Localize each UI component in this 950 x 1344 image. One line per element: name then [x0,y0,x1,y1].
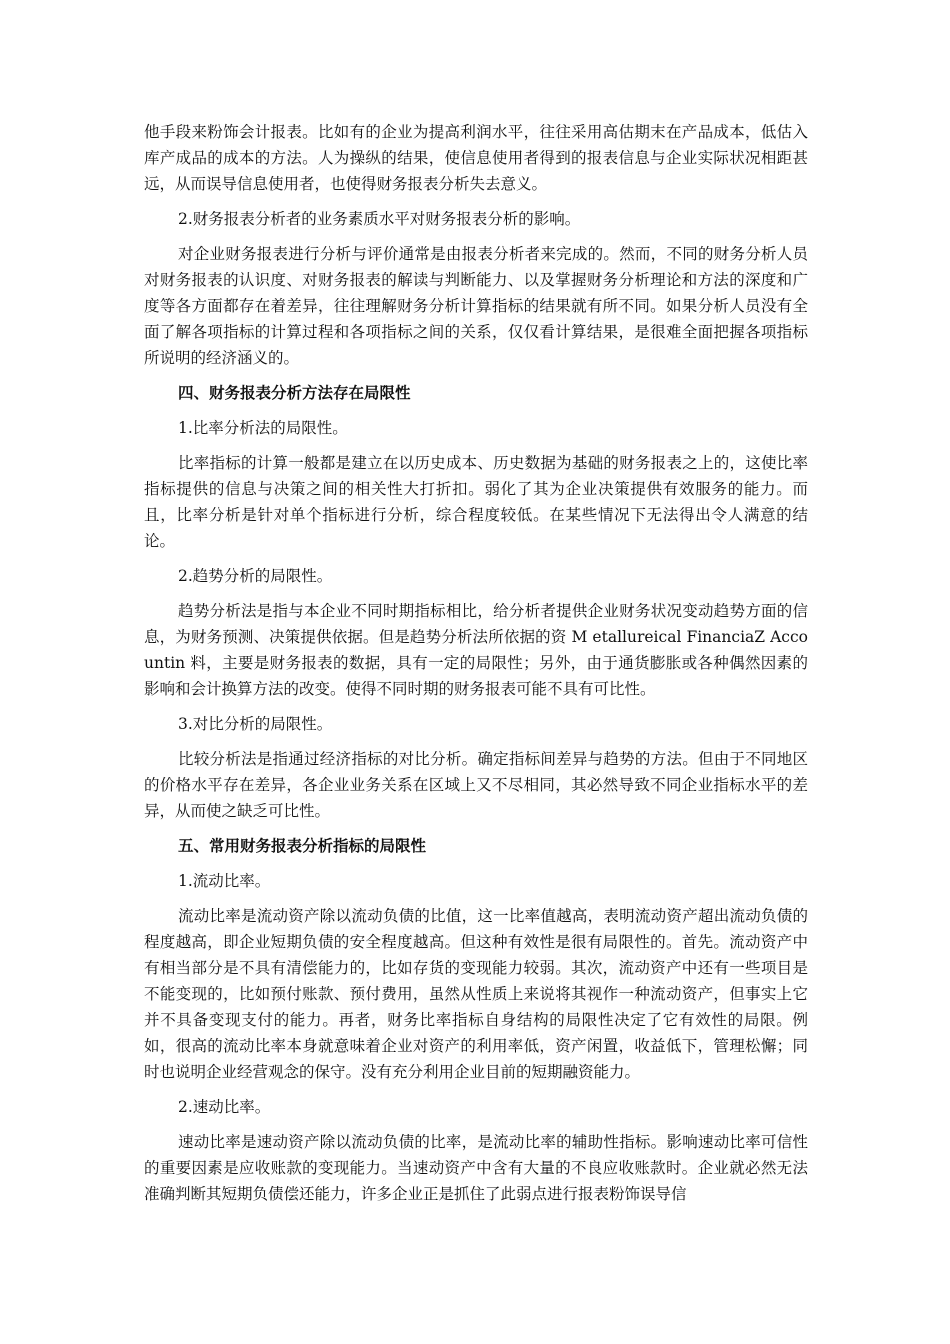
paragraph: 流动比率是流动资产除以流动负债的比值，这一比率值越高，表明流动资产超出流动负债的程度越高，即企业短期负债的安全程度越高。但这种有效性是很有局限性的。首先。流动资产中有相当部分是不具有清偿能力的，比如存货的变现能力较弱。其次，流动资产中还有一些项目是不能变现的，比如预付账款、预付费用，虽然从性质上来说将其视作一种流动资产，但事实上它并不具备变现支付的能力。再者，财务比率指标自身结构的局限性决定了它有效性的局限。例如，很高的流动比率本身就意味着企业对资产的利用率低，资产闲置，收益低下，管理松懈；同时也说明企业经营观念的保守。没有充分利用企业目前的短期融资能力。 [144,907,808,1081]
subsection-title: 2.趋势分析的局限性。 [178,567,333,585]
document-page [144,119,808,1216]
subsection-title: 3.对比分析的局限性。 [178,715,333,733]
paragraph: 速动比率是速动资产除以流动负债的比率，是流动比率的辅助性指标。影响速动比率可信性的重要因素是应收账款的变现能力。当速动资产中含有大量的不良应收账款时。企业就必然无法准确判断其短期负债偿还能力，许多企业正是抓住了此弱点进行报表粉饰误导信 [144,1133,808,1203]
paragraph: 比较分析法是指通过经济指标的对比分析。确定指标间差异与趋势的方法。但由于不同地区的价格水平存在差异，各企业业务关系在区域上又不尽相同，其必然导致不同企业指标水平的差异，从而使之缺乏可比性。 [144,750,808,820]
subsection-title: 2.财务报表分析者的业务素质水平对财务报表分析的影响。 [178,210,581,228]
paragraph: 比率指标的计算一般都是建立在以历史成本、历史数据为基础的财务报表之上的，这使比率指标提供的信息与决策之间的相关性大打折扣。弱化了其为企业决策提供有效服务的能力。而且，比率分析是针对单个指标进行分析，综合程度较低。在某些情况下无法得出令人满意的结论。 [144,454,808,550]
paragraph: 他手段来粉饰会计报表。比如有的企业为提高利润水平，往往采用高估期末在产品成本，低估入库产成品的成本的方法。人为操纵的结果，使信息使用者得到的报表信息与企业实际状况相距甚远，从而误导信息使用者，也使得财务报表分析失去意义。 [144,123,808,193]
subsection-title: 1.比率分析法的局限性。 [178,419,348,437]
section-heading: 五、常用财务报表分析指标的局限性 [178,836,427,855]
subsection-title: 1.流动比率。 [178,872,271,890]
section-heading: 四、财务报表分析方法存在局限性 [178,383,411,402]
paragraph: 趋势分析法是指与本企业不同时期指标相比，给分析者提供企业财务状况变动趋势方面的信息，为财务预测、决策提供依据。但是趋势分析法所依据的资 M etallureical FinanciaZ Accountin 料，主要是财务报表的数据，具有一定的局限性；另外，由于通货膨胀或各种偶然因素的影响和会计换算方法的改变。使得不同时期的财务报表可能不具有可比性。 [144,602,808,698]
subsection-title: 2.速动比率。 [178,1098,271,1116]
paragraph: 对企业财务报表进行分析与评价通常是由报表分析者来完成的。然而，不同的财务分析人员对财务报表的认识度、对财务报表的解读与判断能力、以及掌握财务分析理论和方法的深度和广度等各方面都存在着差异，往往理解财务分析计算指标的结果就有所不同。如果分析人员没有全面了解各项指标的计算过程和各项指标之间的关系，仅仅看计算结果，是很难全面把握各项指标所说明的经济涵义的。 [144,245,808,367]
